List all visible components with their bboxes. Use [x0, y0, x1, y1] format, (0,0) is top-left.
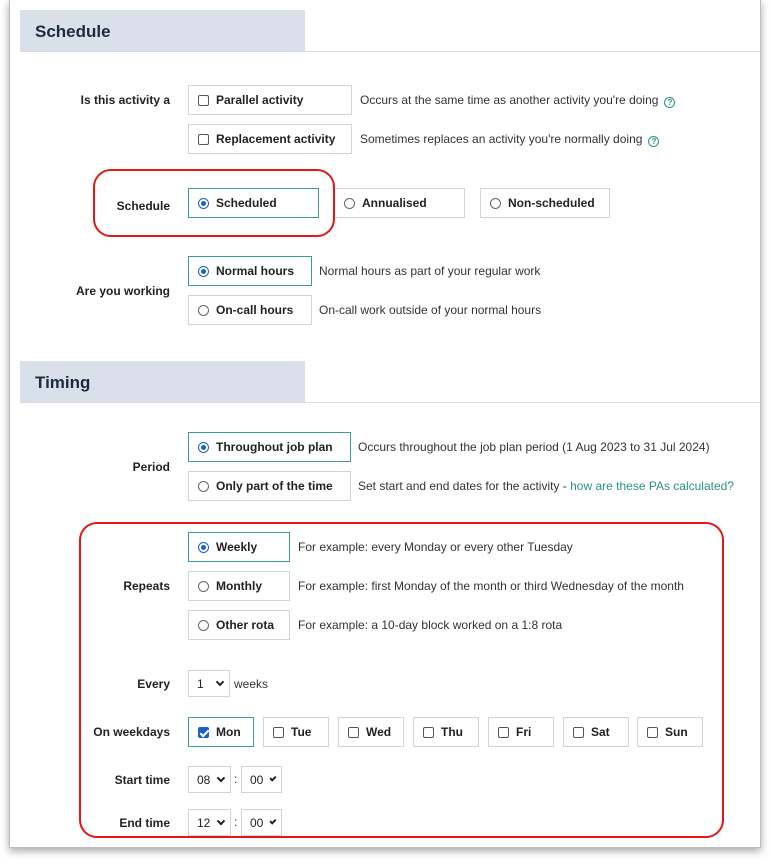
parallel-activity-checkbox[interactable]: Parallel activity — [188, 85, 352, 115]
normal-hours-desc: Normal hours as part of your regular work — [319, 264, 541, 278]
weekday-sun-checkbox[interactable]: Sun — [637, 717, 703, 747]
start-time-label: Start time — [114, 773, 170, 787]
chevron-down-icon — [217, 817, 225, 825]
end-hour-select[interactable]: 12 — [188, 809, 231, 836]
working-label: Are you working — [75, 284, 170, 298]
checkbox-icon — [198, 95, 209, 106]
chevron-down-icon — [270, 818, 277, 825]
weekly-radio[interactable]: Weekly — [188, 532, 290, 562]
section-divider — [20, 402, 760, 403]
every-select[interactable]: 1 — [188, 670, 230, 697]
weekday-mon-checkbox[interactable]: Mon — [188, 717, 254, 747]
radio-icon — [198, 198, 209, 209]
time-separator: : — [234, 772, 238, 786]
checkbox-icon — [498, 727, 509, 738]
end-minute-select[interactable]: 00 — [241, 809, 282, 836]
weekly-desc: For example: every Monday or every other Tuesday — [298, 540, 573, 554]
radio-icon — [198, 305, 209, 316]
normal-hours-radio[interactable]: Normal hours — [188, 256, 312, 286]
section-divider — [20, 51, 760, 52]
help-icon[interactable]: ? — [648, 136, 659, 147]
checkbox-icon — [273, 727, 284, 738]
checkbox-icon — [198, 727, 209, 738]
on-call-hours-desc: On-call work outside of your normal hours — [319, 303, 542, 317]
radio-icon — [198, 542, 209, 553]
scheduled-radio[interactable]: Scheduled — [188, 188, 319, 218]
parallel-activity-desc: Occurs at the same time as another activity you're doing ? — [360, 93, 675, 108]
time-separator: : — [234, 815, 238, 829]
radio-icon — [344, 198, 355, 209]
checkbox-icon — [423, 727, 434, 738]
weekday-wed-checkbox[interactable]: Wed — [338, 717, 404, 747]
other-rota-radio[interactable]: Other rota — [188, 610, 290, 640]
other-rota-desc: For example: a 10-day block worked on a 1:8 rota — [298, 618, 563, 632]
weekday-fri-checkbox[interactable]: Fri — [488, 717, 554, 747]
chevron-down-icon — [217, 774, 225, 782]
pa-calculation-link[interactable]: how are these PAs calculated? — [570, 479, 734, 493]
radio-icon — [490, 198, 501, 209]
only-part-radio[interactable]: Only part of the time — [188, 471, 351, 501]
radio-icon — [198, 581, 209, 592]
checkbox-icon — [647, 727, 658, 738]
end-time-label: End time — [119, 816, 170, 830]
every-label: Every — [137, 677, 170, 691]
radio-icon — [198, 442, 209, 453]
schedule-label: Schedule — [116, 199, 170, 213]
repeat-settings-highlight-outline — [79, 522, 724, 838]
period-label: Period — [132, 460, 170, 474]
start-hour-select[interactable]: 08 — [188, 766, 231, 793]
weekday-sat-checkbox[interactable]: Sat — [563, 717, 629, 747]
weekday-tue-checkbox[interactable]: Tue — [263, 717, 329, 747]
throughout-job-plan-radio[interactable]: Throughout job plan — [188, 432, 351, 462]
annualised-radio[interactable]: Annualised — [334, 188, 465, 218]
checkbox-icon — [573, 727, 584, 738]
activity-form — [9, 0, 761, 848]
monthly-radio[interactable]: Monthly — [188, 571, 290, 601]
start-minute-select[interactable]: 00 — [241, 766, 282, 793]
chevron-down-icon — [216, 678, 224, 686]
radio-icon — [198, 481, 209, 492]
non-scheduled-radio[interactable]: Non-scheduled — [480, 188, 610, 218]
checkbox-icon — [198, 134, 209, 145]
activity-type-label: Is this activity a — [80, 93, 170, 107]
radio-icon — [198, 620, 209, 631]
replacement-activity-checkbox[interactable]: Replacement activity — [188, 124, 352, 154]
weekday-thu-checkbox[interactable]: Thu — [413, 717, 479, 747]
help-icon[interactable]: ? — [664, 97, 675, 108]
checkbox-icon — [348, 727, 359, 738]
section-title-timing: Timing — [20, 361, 305, 402]
repeats-label: Repeats — [123, 579, 170, 593]
only-part-desc: Set start and end dates for the activity - how are these PAs calculated? — [358, 479, 734, 493]
replacement-activity-desc: Sometimes replaces an activity you're normally doing ? — [360, 132, 659, 147]
on-call-hours-radio[interactable]: On-call hours — [188, 295, 312, 325]
chevron-down-icon — [270, 775, 277, 782]
radio-icon — [198, 266, 209, 277]
every-unit: weeks — [234, 677, 269, 691]
weekdays-label: On weekdays — [93, 725, 170, 739]
throughout-desc: Occurs throughout the job plan period (1 Aug 2023 to 31 Jul 2024) — [358, 440, 710, 454]
section-title-schedule: Schedule — [20, 10, 305, 51]
monthly-desc: For example: first Monday of the month or third Wednesday of the month — [298, 579, 684, 593]
